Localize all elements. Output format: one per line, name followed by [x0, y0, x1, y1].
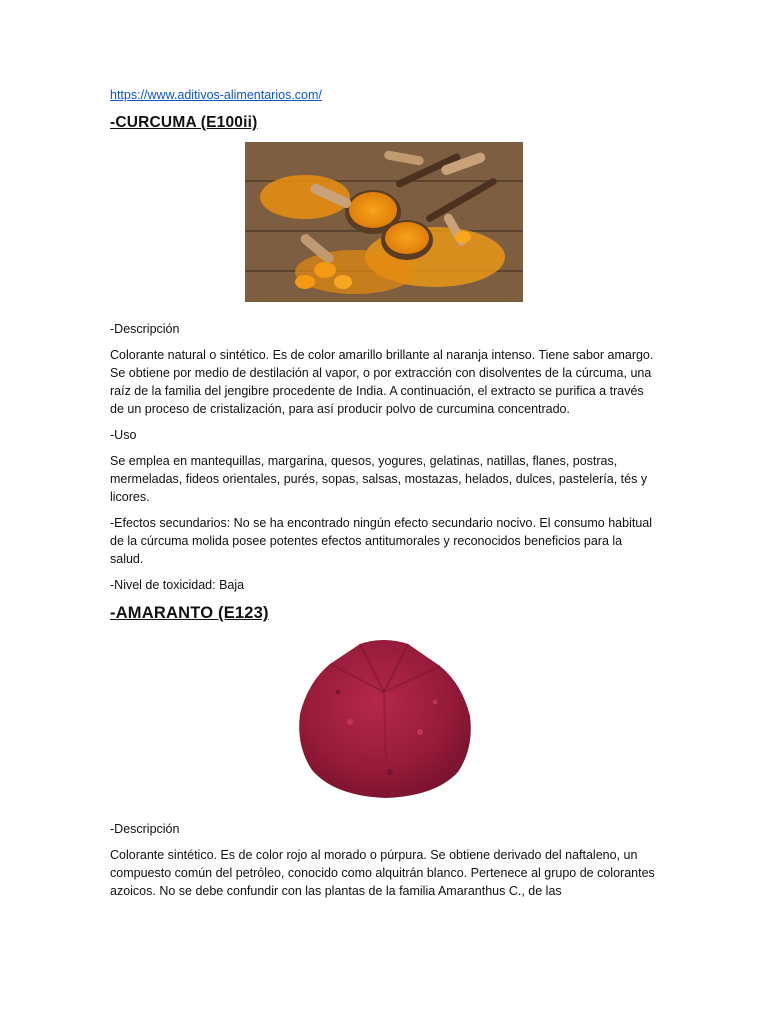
curcuma-uso-text: Se emplea en mantequillas, margarina, quesos, yogures, gelatinas, natillas, flanes, postras, mermeladas, fideos orientales, purés, sopas, salsas, mostazas, helados, dulces, pastelería, tés y licores.	[110, 454, 648, 504]
source-link[interactable]: https://www.aditivos-alimentarios.com/	[110, 88, 322, 102]
curcuma-uso-label: -Uso	[110, 428, 137, 442]
curcuma-toxicidad-text: -Nivel de toxicidad: Baja	[110, 578, 245, 592]
curcuma-efectos-text: -Efectos secundarios: No se ha encontrado ningún efecto secundario nocivo. El consumo habitual de la cúrcuma molida posee potentes efectos antitumorales y reconocidos beneficios para la salud.	[110, 516, 652, 566]
curcuma-photo	[245, 142, 523, 302]
amaranth-powder-illustration	[290, 632, 478, 802]
amaranto-photo	[290, 632, 478, 802]
amaranto-descripcion-label: -Descripción	[110, 822, 180, 836]
turmeric-illustration	[245, 142, 523, 302]
curcuma-image-wrap	[110, 142, 658, 302]
section-title-amaranto: -AMARANTO (E123)	[110, 604, 269, 622]
section-title-curcuma: -CURCUMA (E100ii)	[110, 114, 258, 131]
amaranto-descripcion-text: Colorante sintético. Es de color rojo al morado o púrpura. Se obtiene derivado del naftaleno, un compuesto común del petróleo, conocido como alquitrán blanco. Pertenece al grupo de colorantes azoicos. No se debe confundir con las plantas de la familia Amaranthus C., de las	[110, 848, 655, 898]
document-page	[110, 86, 658, 908]
curcuma-descripcion-label: -Descripción	[110, 322, 180, 336]
amaranto-image-wrap	[110, 632, 658, 802]
curcuma-descripcion-text: Colorante natural o sintético. Es de color amarillo brillante al naranja intenso. Tiene sabor amargo. Se obtiene por medio de destilación al vapor, o por extracción con disolventes de la cúrcuma, una raíz de la familia del jengibre procedente de India. A continuación, el extracto se purifica a través de un proceso de cristalización, para así producir polvo de curcumina concentrado.	[110, 348, 654, 416]
